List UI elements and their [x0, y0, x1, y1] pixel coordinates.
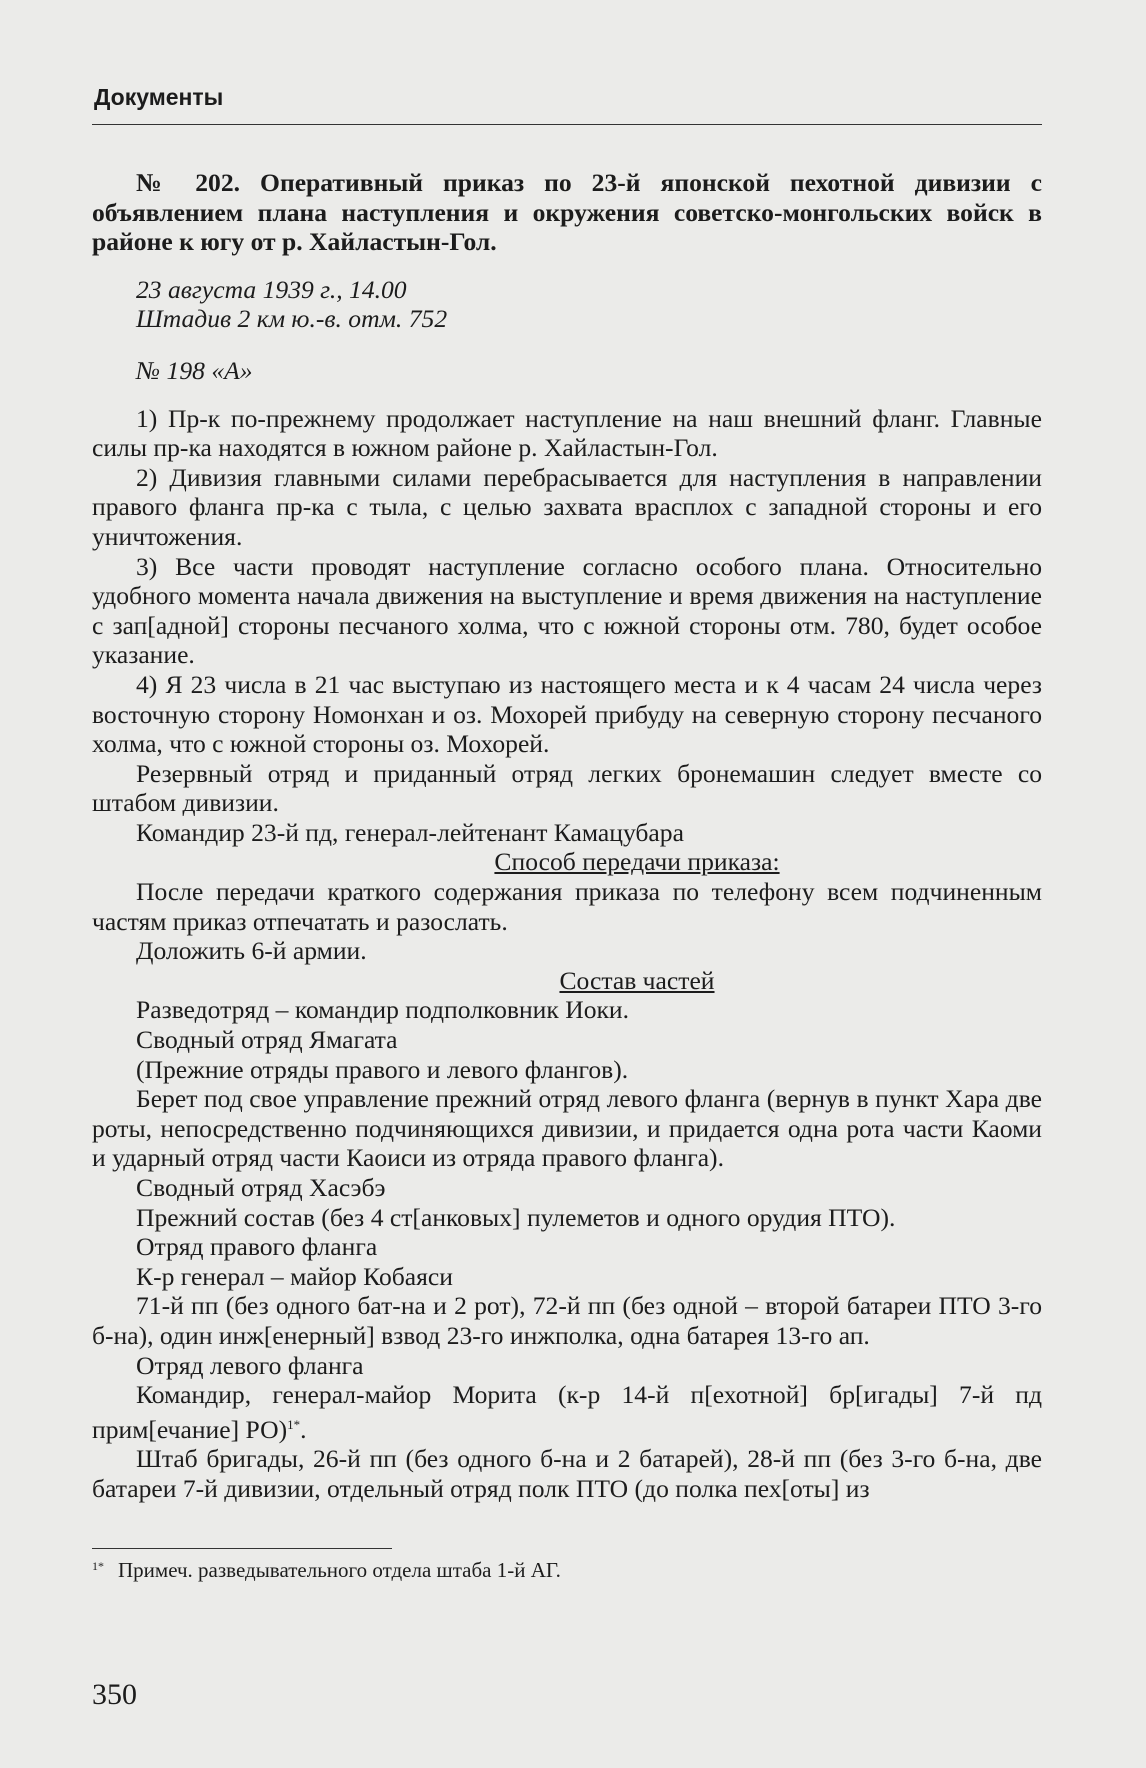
- date-line: 23 августа 1939 г., 14.00: [136, 274, 407, 304]
- header-rule: [92, 124, 1042, 125]
- paragraph-hasebe: Сводный отряд Хасэбэ: [136, 1173, 386, 1202]
- footnote-text: Примеч. разведывательного отдела штаба 1-й АГ.: [118, 1558, 561, 1582]
- document-body: [92, 168, 1042, 1504]
- paragraph-transmission: После передачи краткого содержания приказа по телефону всем подчиненным частям приказ отпечатать и разослать.: [92, 877, 1042, 936]
- footnote-reference: 1*: [287, 1416, 301, 1432]
- order-number: № 198 «А»: [136, 355, 253, 385]
- paragraph-report: Доложить 6-й армии.: [136, 936, 367, 966]
- footnote: [92, 1558, 561, 1583]
- paragraph-reserve: Резервный отряд и приданный отряд легких бронемашин следует вместе со штабом дивизии.: [92, 758, 1042, 818]
- document-title: [92, 168, 1042, 257]
- paragraph-brigade-hq: Штаб бригады, 26-й пп (без одного б-на и 2 батарей), 28-й пп (без 3-го б-на, две батареи 7-й дивизии, отдельный отряд полк ПТО (до полка пех[оты] из: [92, 1444, 1042, 1503]
- paragraph-3: 3) Все части проводят наступление согласно особого плана. Относительно удобного момента начала движения на выступление и время движения на наступление с зап[адной] стороны песчаного холма, что с южной стороны отм. 780, будет особое указание.: [92, 551, 1042, 670]
- paragraph-yamagata: Сводный отряд Ямагата: [136, 1025, 398, 1055]
- morita-text: Командир, генерал-майор Морита (к-р 14-й п[ехотной] бр[игады] 7-й пд прим[ечание] РО): [92, 1380, 1042, 1444]
- paragraph-former-detachments: (Прежние отряды правого и левого флангов).: [136, 1054, 629, 1084]
- paragraph-right-flank: Отряд правого фланга: [136, 1232, 378, 1262]
- paragraph-2: 2) Дивизия главными силами перебрасывается для наступления в направлении правого фланга пр-ка с тыла, с целью захвата врасплох с западной стороны и его уничтожения.: [92, 462, 1042, 551]
- paragraph-1: 1) Пр-к по-прежнему продолжает наступление на наш внешний фланг. Главные силы пр-ка находятся в южном районе р. Хайластын-Гол.: [92, 403, 1042, 463]
- document-title-text: Оперативный приказ по 23-й японской пехотной дивизии с объявлением плана наступления и окружения советско-монгольских войск в районе к югу от р. Хайластын-Гол.: [92, 168, 1043, 257]
- running-head: Документы: [94, 84, 224, 110]
- document-number: № 202.: [136, 168, 241, 197]
- section-heading-composition: Состав частей: [559, 965, 715, 995]
- morita-end: .: [300, 1414, 307, 1444]
- signature-line: Командир 23-й пд, генерал-лейтенант Камацубара: [136, 817, 684, 847]
- paragraph-kobayashi: К-р генерал – майор Кобаяси: [136, 1261, 453, 1291]
- paragraph-left-flank: Отряд левого фланга: [136, 1350, 364, 1380]
- place-line: Штадив 2 км ю.-в. отм. 752: [136, 304, 448, 334]
- footnote-rule: [92, 1548, 392, 1549]
- page-number: 350: [92, 1678, 137, 1711]
- paragraph-right-flank-units: 71-й пп (без одного бат-на и 2 рот), 72-й пп (без одной – второй батареи ПТО 3-го б-на), один инж[енерный] взвод 23-го инжполка, одна батарея 13-го ап.: [92, 1291, 1042, 1350]
- paragraph-recon: Разведотряд – командир подполковник Иоки.: [136, 995, 630, 1025]
- paragraph-morita: [92, 1380, 1042, 1444]
- footnote-marker: 1*: [92, 1559, 104, 1573]
- paragraph-4: 4) Я 23 числа в 21 час выступаю из настоящего места и к 4 часам 24 числа через восточную сторону Номонхан и оз. Мохорей прибуду на северную сторону песчаного холма, что с южной стороны оз. Мохорей.: [92, 669, 1042, 759]
- section-heading-transmission: Способ передачи приказа:: [494, 847, 780, 877]
- paragraph-former-composition: Прежний состав (без 4 ст[анковых] пулеметов и одного орудия ПТО).: [136, 1202, 896, 1232]
- paragraph-left-flank-control: Берет под свое управление прежний отряд левого фланга (вернув в пункт Хара две роты, непосредственно подчиняющихся дивизии, и придается одна рота части Каоми и ударный отряд части Каоиси из отряда правого фланга).: [92, 1084, 1042, 1173]
